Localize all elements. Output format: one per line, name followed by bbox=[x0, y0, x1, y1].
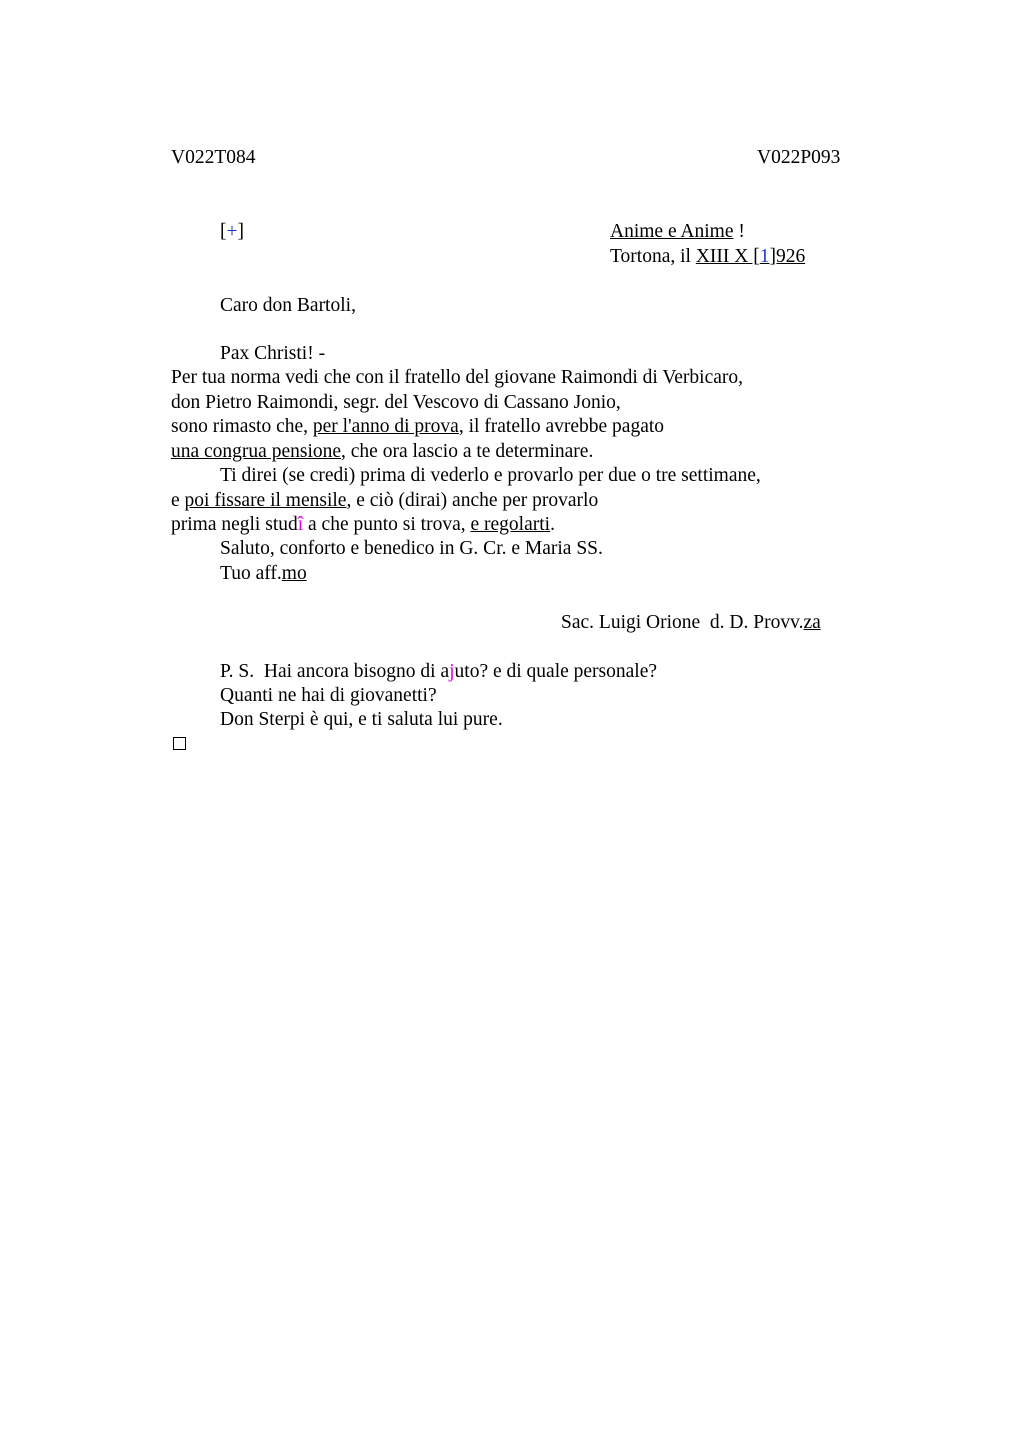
date: XIII X [1]926 bbox=[695, 246, 806, 267]
end-box-icon bbox=[173, 737, 186, 750]
underlined-phrase: una congrua pensione bbox=[171, 441, 342, 462]
underlined-phrase: poi fissare il mensile bbox=[184, 490, 347, 511]
cross-bracket-close: ] bbox=[237, 221, 244, 242]
cross-bracket-open: [ bbox=[220, 221, 227, 242]
postscript-line-2: Quanti ne hai di giovanetti? bbox=[220, 685, 437, 706]
motto: Anime e Anime bbox=[610, 221, 734, 242]
place: Tortona, il bbox=[610, 246, 696, 267]
document-code-right: V022P093 bbox=[757, 147, 841, 168]
cross-mark bbox=[220, 220, 244, 244]
salutation: Caro don Bartoli, bbox=[220, 295, 356, 316]
body-line-3: sono rimasto che, per l'anno di prova, il fratello avrebbe pagato bbox=[171, 416, 665, 437]
body-line-6: e poi fissare il mensile, e ciò (dirai) anche per provarlo bbox=[171, 490, 599, 511]
body-line-1: Per tua norma vedi che con il fratello del giovane Raimondi di Verbicaro, bbox=[171, 367, 744, 388]
postscript-line-3: Don Sterpi è qui, e ti saluta lui pure. bbox=[220, 709, 503, 730]
underlined-phrase: per l'anno di prova bbox=[312, 416, 459, 437]
greeting: Pax Christi! - bbox=[220, 343, 326, 364]
body-line-7: prima negli studî a che punto si trova, e regolarti. bbox=[171, 514, 555, 535]
body-line-8: Saluto, conforto e benedico in G. Cr. e Maria SS. bbox=[220, 538, 603, 559]
closing: Tuo aff.mo bbox=[220, 563, 307, 584]
editorial-letter: î bbox=[297, 514, 304, 535]
body-line-5: Ti direi (se credi) prima di vederlo e provarlo per due o tre settimane, bbox=[220, 465, 761, 486]
cross-icon: + bbox=[226, 221, 238, 242]
editorial-letter: j bbox=[449, 661, 455, 682]
document-code-left: V022T084 bbox=[171, 147, 256, 168]
motto-line bbox=[610, 220, 745, 244]
place-date-line bbox=[610, 245, 805, 269]
body-line-2: don Pietro Raimondi, segr. del Vescovo di Cassano Jonio, bbox=[171, 392, 621, 413]
signature: Sac. Luigi Orione d. D. Provv.za bbox=[561, 612, 821, 633]
underlined-phrase: e regolarti bbox=[470, 514, 551, 535]
motto-tail: ! bbox=[733, 221, 745, 242]
postscript-line-1: P. S. Hai ancora bisogno di ajuto? e di quale personale? bbox=[220, 661, 658, 682]
body-line-4: una congrua pensione, che ora lascio a te determinare. bbox=[171, 441, 594, 462]
